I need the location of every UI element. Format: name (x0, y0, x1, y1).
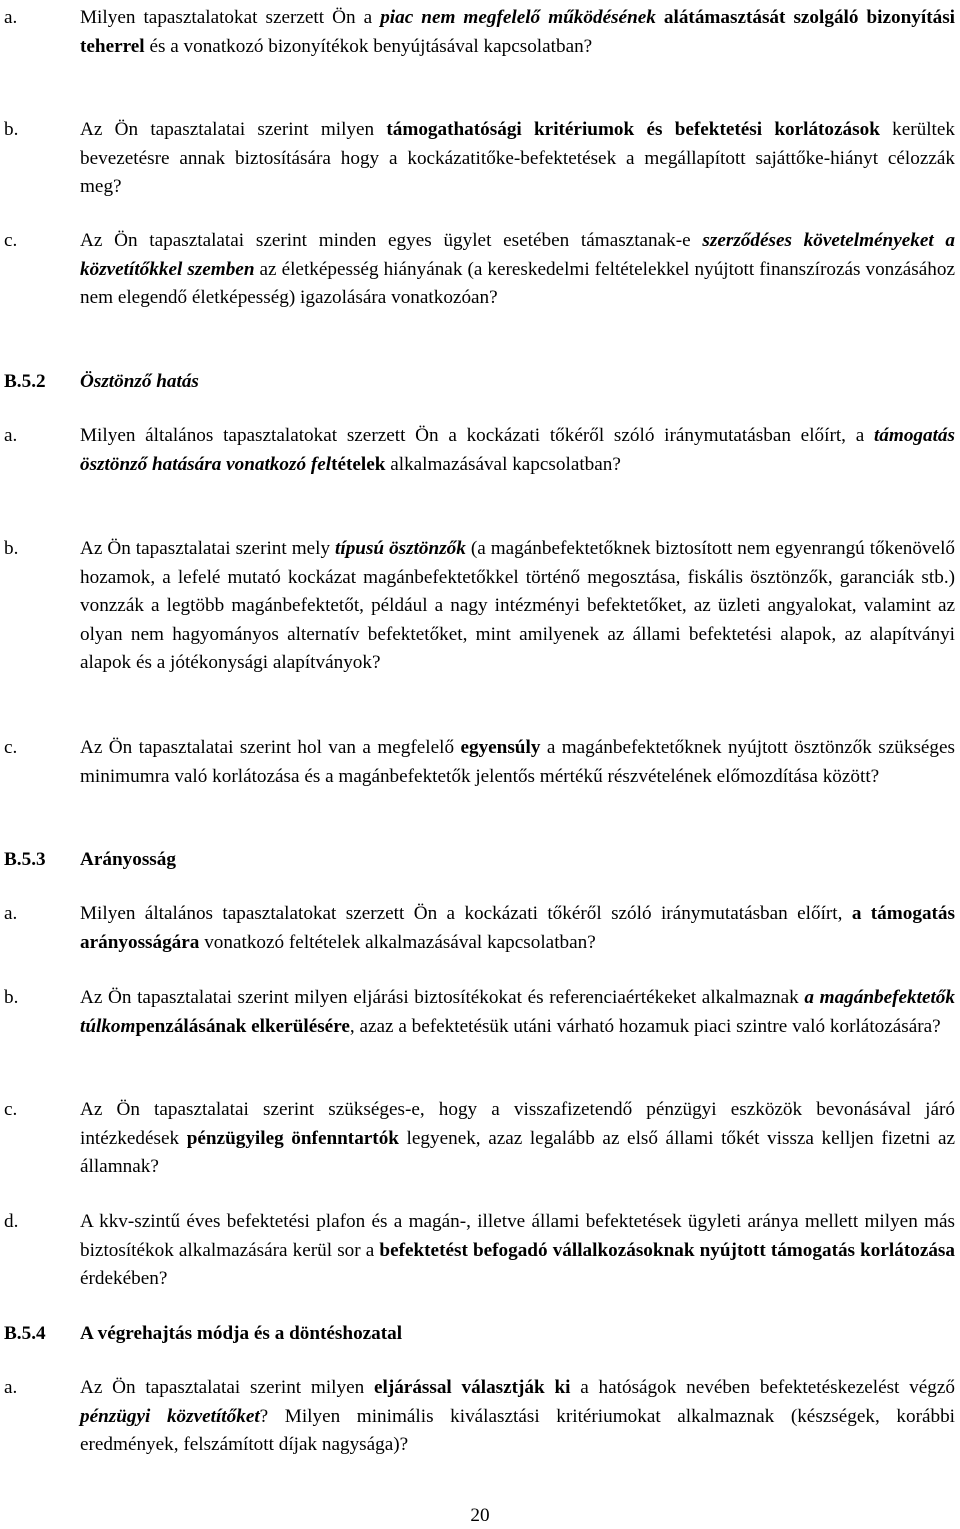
text-run: Milyen általános tapasztalatokat szerzett Ön a kockázati tőkéről szóló iránymutatásban előírt, (80, 903, 852, 924)
question-item (4, 984, 955, 1041)
section-number: B.5.2 (4, 371, 46, 392)
text-run: piac nem megfelelő működésének (380, 7, 656, 28)
text-run: tételek (331, 453, 386, 475)
text-run: típusú ösztönzők (335, 538, 466, 559)
question-item (4, 422, 955, 479)
section-title: A végrehajtás módja és a döntéshozatal (80, 1323, 403, 1344)
question-text (80, 1096, 955, 1182)
question-marker: b. (4, 538, 19, 559)
question-text (80, 4, 955, 61)
text-run: Az Ön tapasztalatai szerint szükséges-e, hogy a visszafizetendő pénzügyi eszközök bevonásával járó intézkedések (80, 1099, 955, 1149)
text-run: legyenek, azaz legalább az első állami tőkét vissza kelljen fizetni az államnak? (80, 1127, 955, 1178)
question-text (80, 734, 955, 791)
text-run: , azaz a befektetésük utáni várható hozamuk piaci szintre való korlátozására? (349, 1015, 941, 1037)
text-run: az életképesség hiányának (a kereskedelmi feltételekkel nyújtott finanszírozás vonzásához nem elegendő életképesség) igazolására vonatkozóan? (80, 258, 955, 309)
question-item (4, 1208, 955, 1294)
question-marker: a. (4, 7, 18, 28)
question-item (4, 535, 955, 678)
question-text (80, 1374, 955, 1460)
question-marker: c. (4, 737, 18, 758)
question-text (80, 116, 955, 202)
text-run: vonatkozó feltételek alkalmazásával kapcsolatban? (199, 931, 596, 953)
question-item (4, 900, 955, 957)
section-heading (4, 368, 955, 397)
question-marker: a. (4, 1377, 18, 1398)
question-marker: a. (4, 903, 18, 924)
section-number: B.5.3 (4, 849, 46, 870)
question-item (4, 734, 955, 791)
question-marker: b. (4, 119, 19, 140)
text-run: a magánbefektetők túlkom (80, 987, 955, 1037)
question-item (4, 1374, 955, 1460)
text-run: támogatás ösztönző hatására vonatkozó fel (80, 425, 955, 475)
question-text (80, 1208, 955, 1294)
text-run: kerültek bevezetésre annak biztosítására hogy a kockázatitőke-befektetések a megállapított sajáttőke-hiányt célozzák meg? (80, 119, 955, 198)
text-run: Az Ön tapasztalatai szerint milyen eljárási biztosítékokat és referenciaértékeket alkalmaznak (80, 987, 805, 1008)
question-marker: d. (4, 1211, 19, 1232)
text-run: a magánbefektetőknek nyújtott ösztönzők szükséges minimumra való korlátozása és a magánbefektetők jelentős mértékű részvételének előmozdítása között? (80, 737, 955, 787)
text-run: penzálásának elkerülésére (135, 1015, 350, 1037)
text-run: alátámasztását szolgáló bizonyítási teherrel (80, 7, 955, 57)
question-item (4, 1096, 955, 1182)
question-text (80, 227, 955, 313)
question-text (80, 900, 955, 957)
text-run: Az Ön tapasztalatai szerint milyen (80, 119, 387, 140)
text-run: egyensúly (460, 737, 541, 758)
question-marker: b. (4, 987, 19, 1008)
text-run: alkalmazásával kapcsolatban? (385, 453, 621, 475)
text-run: érdekében? (80, 1268, 168, 1290)
question-marker: a. (4, 425, 18, 446)
question-text (80, 535, 955, 678)
text-run: Az Ön tapasztalatai szerint milyen (80, 1377, 374, 1398)
question-item (4, 116, 955, 202)
text-run: pénzügyi közvetítőket (80, 1405, 260, 1427)
text-run: a hatóságok nevében befektetéskezelést végző (570, 1377, 955, 1398)
text-run: A kkv-szintű éves befektetési plafon és a magán-, illetve állami befektetések ügyleti aránya mellett milyen más biztosítékok alkalmazására kerül sor a (80, 1211, 955, 1261)
text-run: ? Milyen minimális kiválasztási kritériumokat alkalmaznak (készségek, korábbi eredmények, felszámított díjak nagysága)? (80, 1405, 955, 1456)
section-heading (4, 846, 955, 875)
question-marker: c. (4, 1099, 18, 1120)
question-text (80, 984, 955, 1041)
page-number: 20 (470, 1505, 490, 1526)
text-run: eljárással választják ki (373, 1377, 571, 1398)
section-number: B.5.4 (4, 1323, 46, 1344)
text-run: szerződéses követelményeket a közvetítőkkel szemben (80, 230, 955, 280)
text-run: pénzügyileg önfenntartók (186, 1127, 399, 1149)
question-item (4, 227, 955, 313)
text-run: Milyen általános tapasztalatokat szerzett Ön a kockázati tőkéről szóló iránymutatásban előírt, a (80, 425, 874, 446)
question-item (4, 4, 955, 61)
section-title: Arányosság (80, 849, 176, 870)
text-run: és a vonatkozó bizonyítékok benyújtásával kapcsolatban? (144, 35, 593, 57)
text-run: Az Ön tapasztalatai szerint minden egyes ügylet esetében támasztanak-e (80, 230, 703, 251)
text-run: a támogatás arányosságára (80, 903, 955, 953)
section-heading (4, 1320, 955, 1349)
text-run: Milyen tapasztalatokat szerzett Ön a (80, 7, 381, 28)
question-text (80, 422, 955, 479)
text-run: (a magánbefektetőknek biztosított nem egyenrangú tőkenövelő hozamok, a lefelé mutató kockázat magánbefektetőkkel történő megosztása, fiskális ösztönzők, garanciák stb.) vonzzák a legtöbb magánbefektetőt, például a nagy intézményi befektetőket, az üzleti angyalokat, valamint az olyan nem hagyományos alternatív befektetőket, mint amilyenek az állami befektetési alapok, az alapítványi alapok és a jótékonysági alapítványok? (80, 538, 955, 674)
text-run: befektetést befogadó vállalkozásoknak nyújtott támogatás korlátozása (379, 1239, 955, 1261)
section-title: Ösztönző hatás (80, 371, 199, 392)
text-run: Az Ön tapasztalatai szerint hol van a megfelelő (80, 737, 461, 758)
text-run: Az Ön tapasztalatai szerint mely (80, 538, 336, 559)
text-run (656, 7, 664, 28)
text-run: támogathatósági kritériumok és befektetési korlátozások (386, 119, 880, 140)
question-marker: c. (4, 230, 18, 251)
